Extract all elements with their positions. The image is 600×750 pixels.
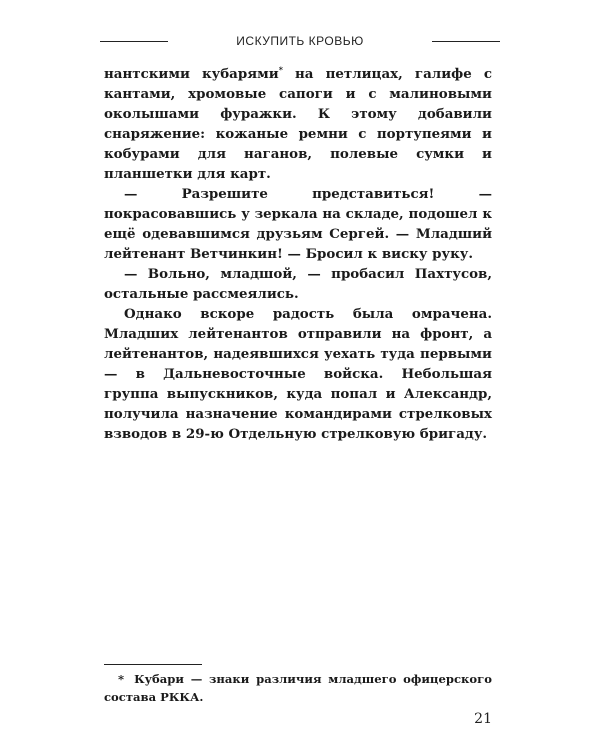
header-rule-right <box>432 41 500 42</box>
paragraph-3: — Вольно, младшой, — пробасил Пахтусов, остальные рассмеялись. <box>104 266 492 302</box>
footnote-text: Кубари — знаки различия младшего офицерского состава РККА. <box>104 672 492 704</box>
paragraph-4: Однако вскоре радость была омрачена. Младших лейтенантов отправили на фронт, а лейтенантов, надеявшихся уехать туда первыми — в Дальневосточные войска. Небольшая группа выпускников, куда попал и Александр, получила назначение командирами стрелковых взводов в 29-ю Отдельную стрелковую бригаду. <box>104 306 492 442</box>
paragraph-1 <box>104 64 492 184</box>
paragraph-2: — Разрешите представиться! — покрасовавшись у зеркала на складе, подошел к ещё одевавшимся друзьям Сергей. — Младший лейтенант Ветчинкин! — Бросил к виску руку. <box>104 186 492 262</box>
footnote-separator <box>104 664 202 665</box>
footnote <box>104 670 492 706</box>
paragraph-1-rest: на петлицах, галифе с кантами, хромовые сапоги и с малиновыми околышами фуражки. К этому добавили снаряжение: кожаные ремни с портупеями и кобурами для наганов, полевые сумки и планшетки для карт. <box>104 66 492 182</box>
running-header <box>100 34 500 48</box>
footnote-mark: * <box>118 672 125 686</box>
footnote-reference: * <box>278 64 283 75</box>
paragraph-1-start: нантскими кубарями <box>104 66 279 82</box>
main-text <box>104 64 492 444</box>
header-rule-left <box>100 41 168 42</box>
page-number: 21 <box>474 711 492 727</box>
running-title: ИСКУПИТЬ КРОВЬЮ <box>236 34 364 48</box>
